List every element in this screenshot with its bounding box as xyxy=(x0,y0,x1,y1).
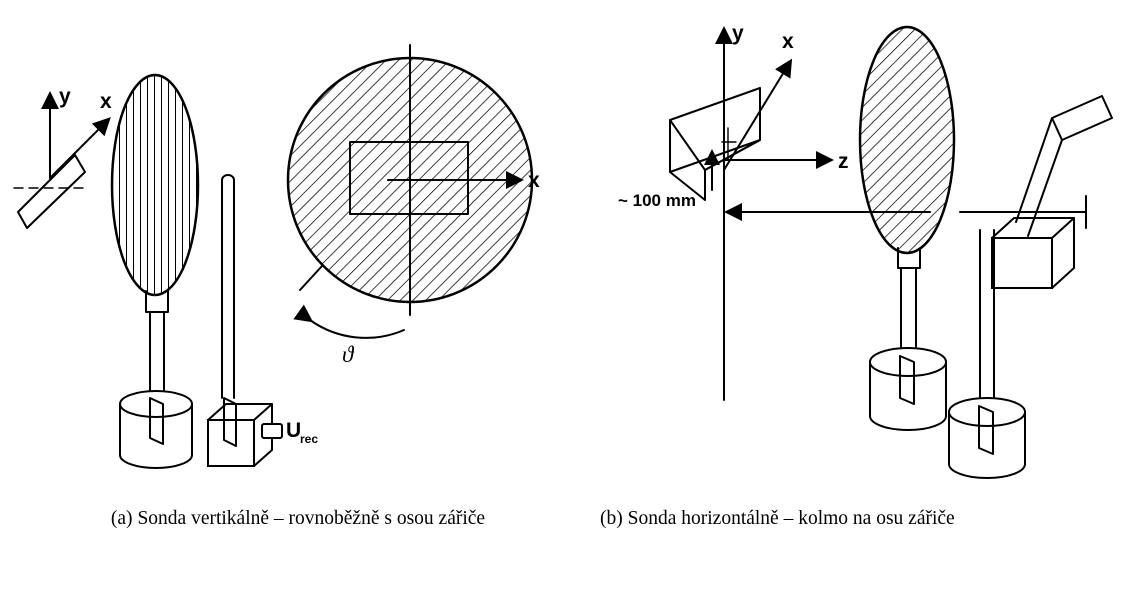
probe-stem-right xyxy=(222,175,234,398)
probe-stem-center xyxy=(901,268,916,360)
svg-text:U: U xyxy=(286,419,302,442)
caption-b-text: Sonda horizontálně – kolmo na osu zářiče xyxy=(627,508,955,529)
cross-section-axis-label-x: x xyxy=(528,169,540,192)
panel-a-drawing xyxy=(0,0,600,500)
u-rec-label xyxy=(286,419,318,446)
caption-b-label: (b) xyxy=(600,508,623,529)
distance-label: ~ 100 mm xyxy=(618,191,696,210)
axis-label-y-inset: y xyxy=(59,85,71,108)
axis-label-y-inset: y xyxy=(732,22,744,45)
axis-label-x-inset: x xyxy=(782,30,794,53)
figure-panel-a xyxy=(0,0,600,500)
caption-panel-b xyxy=(600,505,1110,532)
detector-cube xyxy=(992,218,1074,288)
u-rec-subscript: rec xyxy=(300,432,319,446)
ellipse-radiator-vertical xyxy=(112,75,198,312)
coordinate-triad-inset xyxy=(14,85,112,228)
axis-label-z-inset: z xyxy=(838,150,849,173)
hatched-disc-cross-section xyxy=(288,45,540,315)
axis-label-x-inset: x xyxy=(100,90,112,113)
figure-panel-b xyxy=(600,0,1141,500)
probe-arm xyxy=(1016,96,1112,236)
cylinder-base-left xyxy=(870,348,946,430)
probe-stem-left xyxy=(150,312,164,402)
caption-panel-a xyxy=(38,505,558,532)
ellipse-radiator-hatched xyxy=(860,27,954,268)
theta-label: ϑ xyxy=(342,342,354,367)
panel-b-drawing xyxy=(600,0,1141,500)
caption-a-label: (a) xyxy=(110,508,133,529)
cylinder-base-left xyxy=(120,391,192,468)
caption-a-text: Sonda vertikálně – rovnoběžně s osou zářiče xyxy=(137,508,486,529)
detector-cube xyxy=(208,398,282,466)
cylinder-base-right xyxy=(949,398,1025,478)
